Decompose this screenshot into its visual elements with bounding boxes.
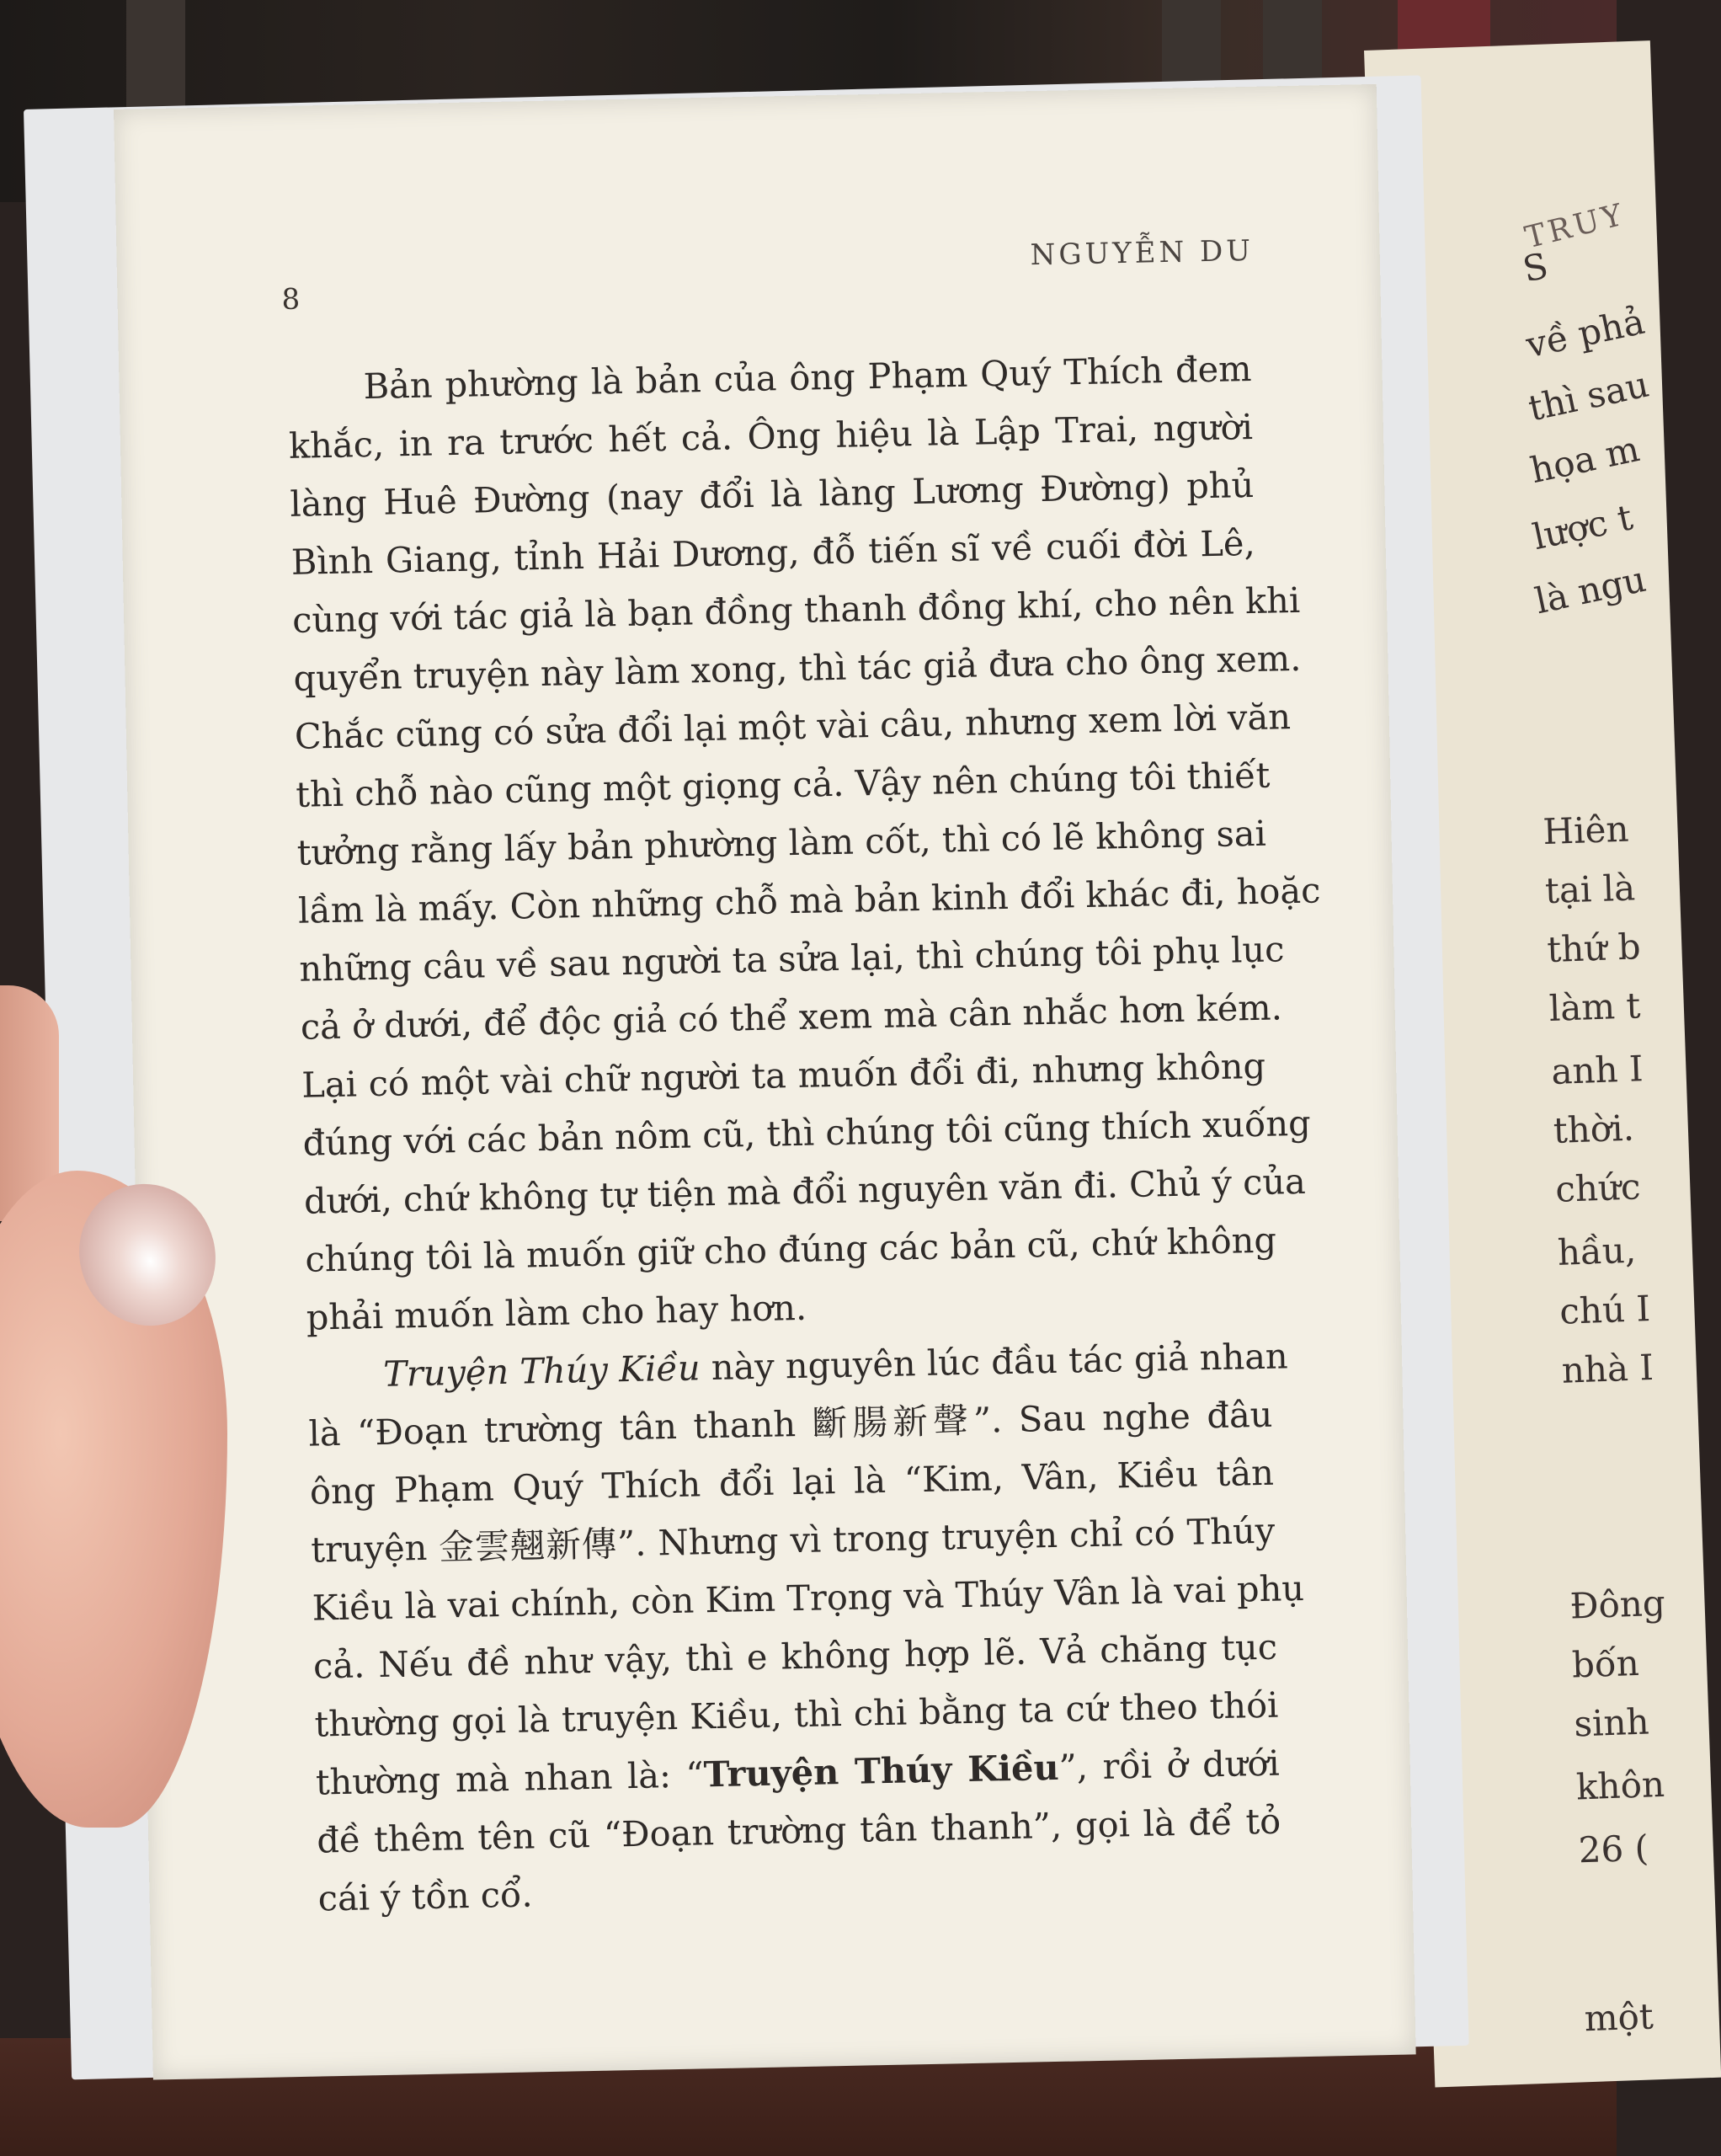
running-head: NGUYỄN DU (1030, 233, 1255, 273)
text-line: thì chỗ nào cũng một giọng cả. Vậy nên chúng tôi thiết (295, 754, 1271, 815)
page-number: 8 (281, 282, 301, 318)
next-page-fragment: họa m (1527, 428, 1644, 492)
next-page-fragment: về phả (1522, 300, 1649, 366)
next-page-fragment: 26 ( (1577, 1827, 1649, 1871)
next-page-fragment: chức (1554, 1166, 1642, 1210)
text-line: Bình Giang, tỉnh Hải Dương, đỗ tiến sĩ về cuối đời Lê, (290, 521, 1256, 583)
next-page-fragment: chú I (1558, 1288, 1651, 1332)
next-page-fragment: nhà I (1560, 1346, 1654, 1391)
next-page-fragment: anh I (1550, 1048, 1644, 1092)
next-page-fragment: S (1519, 244, 1552, 291)
next-page-fragment: Hiên (1542, 808, 1630, 853)
next-page-fragment: làm t (1548, 985, 1642, 1030)
text-line: cùng với tác giả là bạn đồng thanh đồng khí, cho nên khi (291, 579, 1301, 641)
text-line: khắc, in ra trước hết cả. Ông hiệu là Lập Trai, người (288, 405, 1254, 467)
text-line: truyện 金雲翹新傳”. Nhưng vì trong truyện chỉ có Thúy (310, 1509, 1276, 1571)
next-page-fragment: sinh (1573, 1700, 1650, 1745)
text-line: là “Đoạn trường tân thanh 斷腸新聲”. Sau nghe đâu (308, 1393, 1273, 1454)
text-line: phải muốn làm cho hay hơn. (306, 1286, 807, 1338)
text-line: quyển truyện này làm xong, thì tác giả đưa cho ông xem. (293, 637, 1302, 699)
next-page-fragment: lược t (1529, 496, 1637, 558)
text-line: Bản phường là bản của ông Phạm Quý Thích đem (363, 347, 1252, 408)
next-page-fragment: khôn (1575, 1763, 1665, 1808)
text-line: cả. Nếu đề như vậy, thì e không hợp lẽ. Vả chăng tục (312, 1625, 1278, 1687)
text-line: cái ý tồn cổ. (317, 1873, 534, 1919)
next-page-running-head: TRUY (1521, 197, 1629, 256)
next-page-fragment: là ngu (1531, 558, 1649, 622)
next-page-fragment: thì sau (1524, 363, 1653, 430)
text-line: thường mà nhan là: “Truyện Thúy Kiều”, rồi ở dưới (315, 1742, 1281, 1803)
next-page-fragment: Đông (1569, 1582, 1666, 1627)
text-line: tưởng rằng lấy bản phường làm cốt, thì có lẽ không sai (296, 812, 1267, 873)
next-page-fragment: tại là (1544, 867, 1636, 912)
text-line: làng Huê Đường (nay đổi là làng Lương Đường) phủ (289, 463, 1255, 525)
page-body (287, 339, 1321, 1928)
text-line: Chắc cũng có sửa đổi lại một vài câu, nhưng xem lời văn (294, 696, 1292, 757)
text-line: lầm là mấy. Còn những chỗ mà bản kinh đổi khác đi, hoặc (297, 869, 1321, 931)
text-line: Lại có một vài chữ người ta muốn đổi đi, nhưng không (301, 1044, 1266, 1106)
text-line: cả ở dưới, để độc giả có thể xem mà cân nhắc hơn kém. (300, 986, 1283, 1048)
text-line: thường gọi là truyện Kiều, thì chi bằng ta cứ theo thói (314, 1684, 1279, 1745)
text-line: chúng tôi là muốn giữ cho đúng các bản cũ, chứ không (304, 1219, 1277, 1280)
text-line: ông Phạm Quý Thích đổi lại là “Kim, Vân, Kiều tân (309, 1451, 1275, 1513)
next-page-fragment: bốn (1571, 1641, 1640, 1686)
next-page-fragment: thời. (1553, 1107, 1635, 1151)
text-line: những câu về sau người ta sửa lại, thì chúng tôi phụ lục (299, 928, 1285, 990)
text-line: đúng với các bản nôm cũ, thì chúng tôi cũng thích xuống (302, 1102, 1312, 1164)
text-line: Kiều là vai chính, còn Kim Trọng và Thúy Vân là vai phụ (312, 1566, 1305, 1629)
next-page-fragment: hầu, (1557, 1229, 1637, 1273)
text-line: đề thêm tên cũ “Đoạn trường tân thanh”, gọi là để tỏ (316, 1800, 1281, 1861)
book-page (114, 84, 1416, 2080)
next-page-fragment: một (1583, 1995, 1654, 2040)
text-line: dưới, chứ không tự tiện mà đổi nguyên văn đi. Chủ ý của (303, 1160, 1307, 1222)
next-page-fragment: thứ b (1546, 926, 1642, 971)
text-line: Truyện Thúy Kiều này nguyên lúc đầu tác giả nhan (382, 1335, 1289, 1395)
